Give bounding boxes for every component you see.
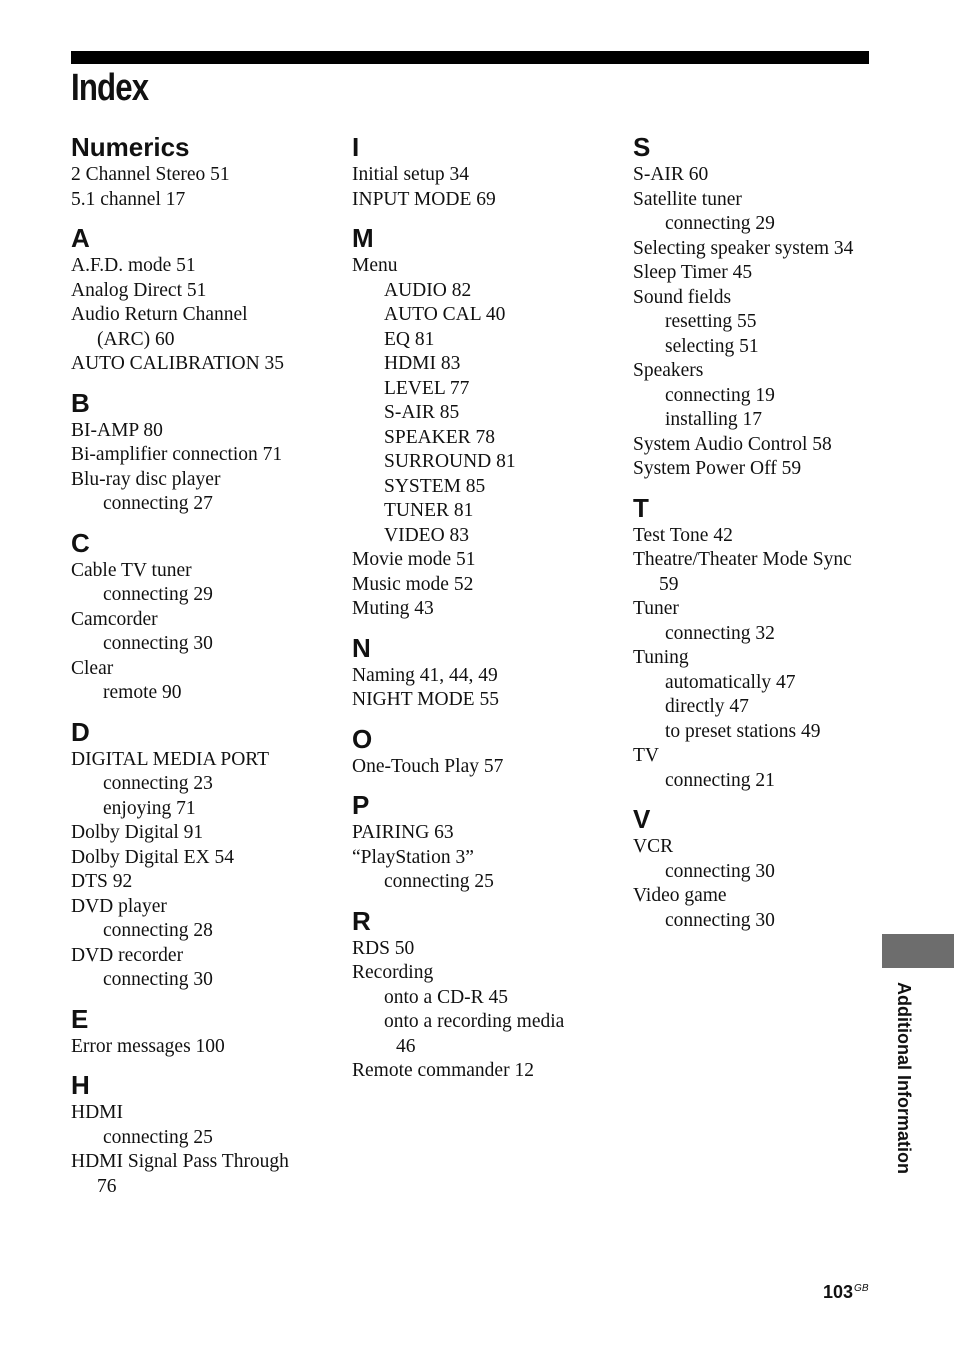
index-entry: Muting 43 — [352, 598, 434, 619]
index-entry: DVD recorder — [71, 944, 184, 966]
index-entry: 46 — [396, 1035, 416, 1057]
index-subentry: connecting 30 — [103, 969, 213, 990]
index-entry: DVD player — [71, 895, 167, 917]
index-entry: HDMI — [71, 1102, 123, 1123]
index-subentry: connecting 30 — [665, 909, 775, 931]
index-subentry: connecting 30 — [103, 633, 213, 654]
index-section — [352, 131, 564, 212]
index-section — [71, 387, 289, 517]
index-entry: System Power Off 59 — [633, 458, 802, 479]
index-entry: Analog Direct 51 — [71, 279, 207, 301]
index-subentry: connecting 21 — [665, 769, 775, 791]
index-entry: NIGHT MODE 55 — [352, 689, 499, 710]
index-subentry: VIDEO 83 — [384, 524, 470, 546]
index-subentry: installing 17 — [665, 409, 762, 430]
index-subentry: connecting 27 — [103, 493, 213, 514]
index-entry: Camcorder — [71, 608, 158, 630]
index-entry: Naming 41, 44, 49 — [352, 664, 498, 686]
index-section — [71, 716, 289, 993]
section-heading: O — [352, 723, 373, 754]
index-entry: Theatre/Theater Mode Sync — [633, 549, 852, 570]
index-entry: Clear — [71, 657, 114, 679]
index-entry: Error messages 100 — [71, 1035, 225, 1057]
index-section — [633, 131, 853, 482]
index-subentry: SPEAKER 78 — [384, 426, 496, 448]
index-section — [352, 789, 564, 895]
index-section — [71, 527, 289, 706]
section-heading: M — [352, 223, 374, 253]
index-entry: Initial setup 34 — [352, 164, 469, 185]
page-number-suffix: GB — [854, 1283, 869, 1294]
index-entry: Tuner — [633, 598, 679, 619]
index-entry: Remote commander 12 — [352, 1060, 534, 1081]
index-section — [352, 632, 564, 713]
index-subentry: selecting 51 — [665, 335, 759, 357]
index-subentry: S-AIR 85 — [384, 402, 460, 423]
index-subentry: to preset stations 49 — [665, 720, 821, 742]
index-subentry: LEVEL 77 — [384, 377, 470, 399]
section-heading: D — [71, 716, 90, 747]
index-section — [352, 222, 564, 622]
index-subentry: remote 90 — [103, 682, 182, 703]
index-entry: PAIRING 63 — [352, 822, 454, 843]
index-subentry: automatically 47 — [665, 671, 796, 693]
index-section — [71, 1003, 289, 1060]
section-heading: Numerics — [71, 132, 190, 162]
index-subentry: enjoying 71 — [103, 797, 196, 819]
index-entry: Tuning — [633, 647, 689, 668]
index-entry: Recording — [352, 962, 434, 983]
index-entry: DIGITAL MEDIA PORT — [71, 748, 270, 770]
section-heading: S — [633, 132, 651, 162]
index-entry: Blu-ray disc player — [71, 468, 221, 490]
index-subentry: SURROUND 81 — [384, 451, 516, 472]
index-section — [71, 222, 289, 377]
section-heading: A — [71, 223, 90, 253]
page-number — [823, 1282, 869, 1303]
index-column-3 — [633, 130, 853, 943]
index-section — [71, 1069, 289, 1199]
index-entry: Sleep Timer 45 — [633, 262, 753, 283]
index-subentry: connecting 30 — [665, 860, 775, 882]
top-rule — [71, 51, 869, 64]
index-entry: Speakers — [633, 360, 704, 381]
index-subentry: directly 47 — [665, 696, 749, 717]
section-heading: E — [71, 1003, 89, 1034]
index-section — [71, 131, 289, 212]
index-entry: 2 Channel Stereo 51 — [71, 164, 230, 185]
index-subentry: AUTO CAL 40 — [384, 304, 506, 325]
index-entry: Menu — [352, 255, 398, 276]
index-entry: 76 — [97, 1175, 117, 1197]
index-subentry: SYSTEM 85 — [384, 475, 486, 497]
index-entry: DTS 92 — [71, 871, 133, 892]
index-subentry: resetting 55 — [665, 311, 757, 332]
index-entry: Movie mode 51 — [352, 549, 476, 570]
index-subentry: connecting 29 — [665, 213, 775, 234]
section-heading: C — [71, 527, 90, 558]
index-entry: Test Tone 42 — [633, 524, 733, 546]
section-heading: T — [633, 492, 649, 523]
index-entry: System Audio Control 58 — [633, 433, 832, 455]
index-column-2 — [352, 130, 564, 1094]
index-section — [352, 905, 564, 1084]
index-subentry: connecting 25 — [384, 871, 494, 892]
side-section-label: Additional Information — [894, 982, 914, 1174]
index-entry: Satellite tuner — [633, 188, 742, 210]
index-entry: “PlayStation 3” — [352, 846, 474, 868]
index-subentry: onto a recording media — [384, 1011, 565, 1032]
index-entry: One-Touch Play 57 — [352, 755, 504, 777]
index-entry: Sound fields — [633, 286, 732, 308]
index-entry: BI-AMP 80 — [71, 419, 163, 441]
index-entry: S-AIR 60 — [633, 164, 709, 185]
index-entry: Music mode 52 — [352, 573, 474, 595]
section-heading: R — [352, 905, 371, 936]
section-heading: I — [352, 132, 360, 162]
index-entry: (ARC) 60 — [97, 328, 175, 350]
index-entry: AUTO CALIBRATION 35 — [71, 353, 285, 374]
index-subentry: connecting 28 — [103, 920, 213, 941]
index-subentry: connecting 25 — [103, 1126, 213, 1148]
index-section — [352, 723, 564, 780]
index-entry: Bi-amplifier connection 71 — [71, 444, 283, 465]
index-entry: 59 — [659, 573, 679, 595]
index-subentry: onto a CD-R 45 — [384, 986, 509, 1008]
index-subentry: connecting 29 — [103, 584, 213, 605]
index-column-1 — [71, 130, 289, 1209]
index-entry: Dolby Digital EX 54 — [71, 846, 235, 868]
index-subentry: HDMI 83 — [384, 353, 461, 374]
index-entry: A.F.D. mode 51 — [71, 255, 196, 276]
index-entry: RDS 50 — [352, 937, 415, 959]
index-entry: Selecting speaker system 34 — [633, 237, 854, 259]
index-subentry: AUDIO 82 — [384, 279, 472, 301]
index-subentry: connecting 19 — [665, 384, 775, 406]
index-subentry: connecting 32 — [665, 622, 775, 644]
page-title: Index — [71, 67, 149, 109]
section-heading: N — [352, 632, 371, 663]
index-entry: 5.1 channel 17 — [71, 188, 186, 210]
index-subentry: EQ 81 — [384, 328, 435, 350]
index-section — [633, 803, 853, 933]
page-number-value: 103 — [823, 1282, 854, 1302]
index-subentry: TUNER 81 — [384, 500, 474, 521]
section-heading: V — [633, 804, 651, 834]
index-entry: VCR — [633, 836, 674, 857]
section-tab-marker — [882, 934, 954, 968]
index-entry: Video game — [633, 885, 727, 906]
section-heading: H — [71, 1070, 90, 1100]
index-entry: TV — [633, 745, 659, 766]
index-entry: Audio Return Channel — [71, 304, 248, 325]
index-entry: Cable TV tuner — [71, 559, 192, 581]
section-heading: B — [71, 387, 90, 418]
index-section — [633, 492, 853, 794]
index-entry: HDMI Signal Pass Through — [71, 1151, 289, 1172]
section-heading: P — [352, 790, 370, 820]
index-entry: Dolby Digital 91 — [71, 822, 204, 843]
index-entry: INPUT MODE 69 — [352, 188, 496, 210]
index-subentry: connecting 23 — [103, 773, 213, 794]
